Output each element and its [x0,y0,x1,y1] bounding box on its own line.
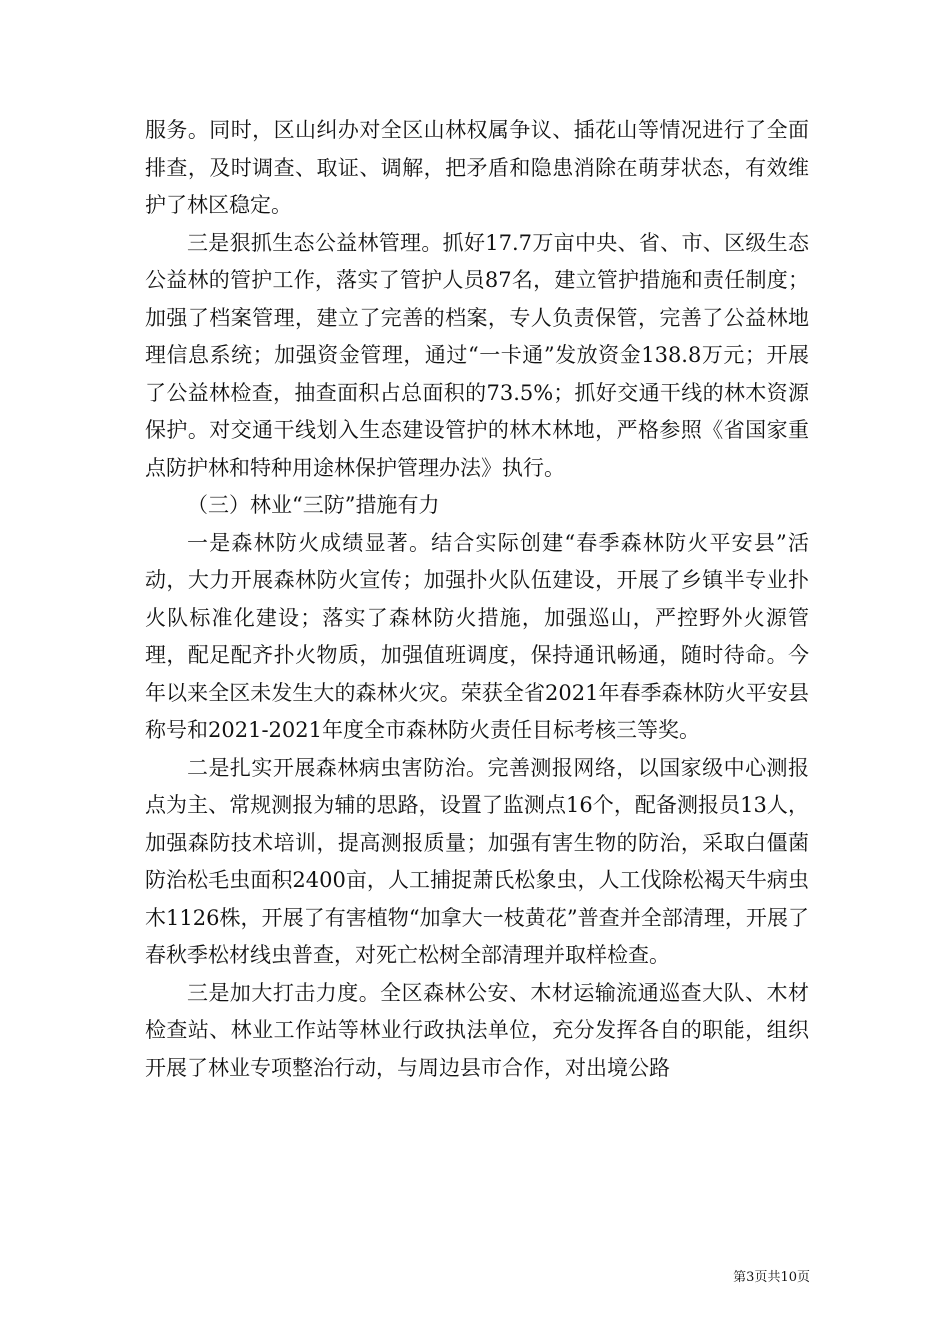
paragraph-fire-prevention: 一是森林防火成绩显著。结合实际创建“春季森林防火平安县”活动，大力开展森林防火宣传；加强扑火队伍建设，开展了乡镇半专业扑火队标准化建设；落实了森林防火措施，加强巡山，严控野外火源管理，配足配齐扑火物质，加强值班调度，保持通讯畅通，随时待命。今年以来全区未发生大的森林火灾。荣获全省2021年春季森林防火平安县称号和2021-2021年度全市森林防火责任目标考核三等奖。 [145,530,809,742]
paragraph-pest-control: 二是扎实开展森林病虫害防治。完善测报网络，以国家级中心测报点为主、常规测报为辅的思路，设置了监测点16个，配备测报员13人，加强森防技术培训，提高测报质量；加强有害生物的防治，采取白僵菌防治松毛虫面积2400亩，人工捕捉萧氏松象虫，人工伐除松褐天牛病虫木1126株，开展了有害植物“加拿大一枝黄花”普查并全部清理，开展了春秋季松材线虫普查，对死亡松树全部清理并取样检查。 [145,755,809,967]
paragraph-continuation: 服务。同时，区山纠办对全区山林权属争议、插花山等情况进行了全面排查，及时调查、取证、调解，把矛盾和隐患消除在萌芽状态，有效维护了林区稳定。 [145,118,809,217]
section-heading-three-prevention: （三）林业“三防”措施有力 [187,493,440,517]
paragraph-ecological-forest: 三是狠抓生态公益林管理。抓好17.7万亩中央、省、市、区级生态公益林的管护工作，落实了管护人员87名，建立管护措施和责任制度；加强了档案管理，建立了完善的档案，专人负责保管，完善了公益林地理信息系统；加强资金管理，通过“一卡通”发放资金138.8万元；开展了公益林检查，抽查面积占总面积的73.5%；抓好交通干线的林木资源保护。对交通干线划入生态建设管护的林木林地，严格参照《省国家重点防护林和特种用途林保护管理办法》执行。 [145,230,809,480]
paragraph-enforcement: 三是加大打击力度。全区森林公安、木材运输流通巡查大队、木材检查站、林业工作站等林业行政执法单位，充分发挥各自的职能，组织开展了林业专项整治行动，与周边县市合作，对出境公路 [145,980,809,1080]
document-body [145,112,809,1087]
page-number-footer: 第3页共10页 [733,1270,810,1285]
